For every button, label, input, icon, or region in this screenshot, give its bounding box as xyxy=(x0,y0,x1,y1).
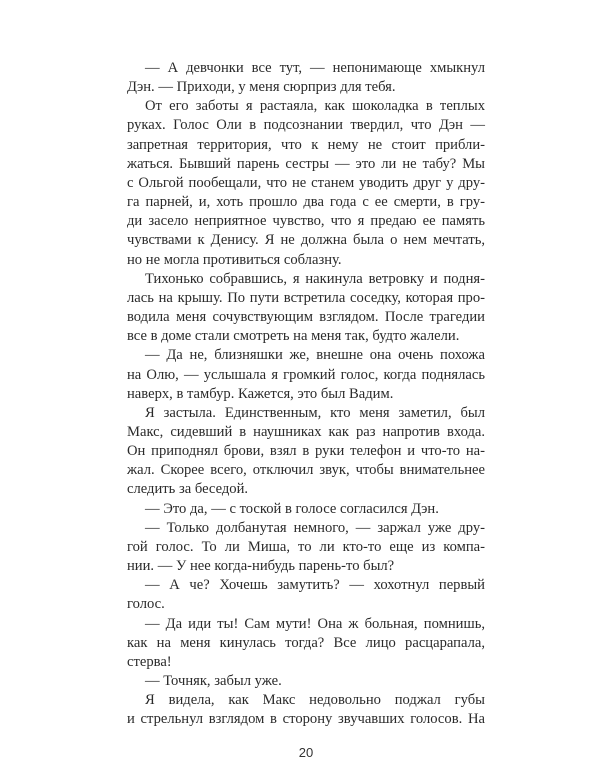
text-line: как на меня кинулась тогда? Все лицо расцарапала, xyxy=(127,634,485,651)
paragraph xyxy=(127,615,485,672)
text-line: чувствами к Денису. Я не должна была о нем мечтать, xyxy=(127,232,485,249)
text-line: га парней, и, хоть прошло два года с ее смерти, в гру- xyxy=(127,194,485,211)
paragraph xyxy=(127,576,485,614)
text-line: — Точняк, забыл уже. xyxy=(145,673,282,689)
text-line: лась на крышу. По пути встретила соседку, которая про- xyxy=(127,289,485,306)
text-line: Он приподнял брови, взял в руки телефон и что-то на- xyxy=(127,443,485,460)
text-line: — Да иди ты! Сам мути! Она ж больная, помнишь, xyxy=(145,615,485,632)
text-line: ди засело неприятное чувство, что я предаю ее память xyxy=(127,213,485,230)
text-line: Макс, сидевший в наушниках как раз напротив входа. xyxy=(127,423,485,440)
text-line: наверх, в тамбур. Кажется, это был Вадим. xyxy=(127,385,394,402)
text-line: жаться. Бывший парень сестры — это ли не табу? Мы xyxy=(127,155,485,172)
text-line: с Ольгой пообещали, что не станем уводить друг у дру- xyxy=(127,174,485,191)
text-line: — Только долбанутая немного, — заржал уже дру- xyxy=(145,519,485,536)
text-line: Дэн. — Приходи, у меня сюрприз для тебя. xyxy=(127,79,396,96)
text-line: — А девчонки все тут, — непонимающе хмыкнул xyxy=(145,60,485,76)
text-line: — Да не, близняшки же, внешне она очень похожа xyxy=(145,347,485,364)
text-line: Я видела, как Макс недовольно поджал губы xyxy=(145,692,485,709)
text-line: следить за беседой. xyxy=(127,481,249,498)
text-line: нии. — У нее когда-нибудь парень-то был? xyxy=(127,558,395,575)
paragraph xyxy=(127,346,485,403)
text-line: Я застыла. Единственным, кто меня заметил, был xyxy=(145,404,485,421)
paragraph xyxy=(127,59,485,97)
text-line: стерва! xyxy=(127,653,172,670)
text-line: водила меня сочувствующим взглядом. После трагедии xyxy=(127,309,485,326)
text-line: руках. Голос Оли в подсознании твердил, что Дэн — xyxy=(127,117,485,134)
paragraph xyxy=(127,97,485,269)
text-line: на Олю, — услышала я громкий голос, когда поднялась xyxy=(127,366,485,383)
paragraph xyxy=(127,691,485,729)
text-line: гой голос. То ли Миша, то ли кто-то еще из компа- xyxy=(127,538,485,555)
text-line: запретная территория, что к нему не стоит прибли- xyxy=(127,136,485,153)
text-line: — А че? Хочешь замутить? — хохотнул первый xyxy=(145,577,485,594)
book-page-text xyxy=(127,59,485,729)
text-line: От его заботы я растаяла, как шоколадка в теплых xyxy=(145,98,485,115)
text-line: жал. Скорее всего, отключил звук, чтобы внимательнее xyxy=(127,462,485,479)
paragraph xyxy=(127,270,485,347)
text-line: — Это да, — с тоской в голосе согласился Дэн. xyxy=(145,500,439,517)
paragraph xyxy=(127,672,485,691)
text-line: Тихонько собравшись, я накинула ветровку и подня- xyxy=(145,270,485,287)
paragraph xyxy=(127,500,485,519)
paragraph xyxy=(127,404,485,500)
text-line: все в доме стали смотреть на меня так, будто жалели. xyxy=(127,328,460,345)
text-line: но не могла противиться соблазну. xyxy=(127,251,342,268)
text-line: голос. xyxy=(127,596,165,613)
page-number: 20 xyxy=(298,745,314,761)
text-line: и стрельнул взглядом в сторону звучавших голосов. На xyxy=(127,711,485,728)
paragraph xyxy=(127,519,485,576)
